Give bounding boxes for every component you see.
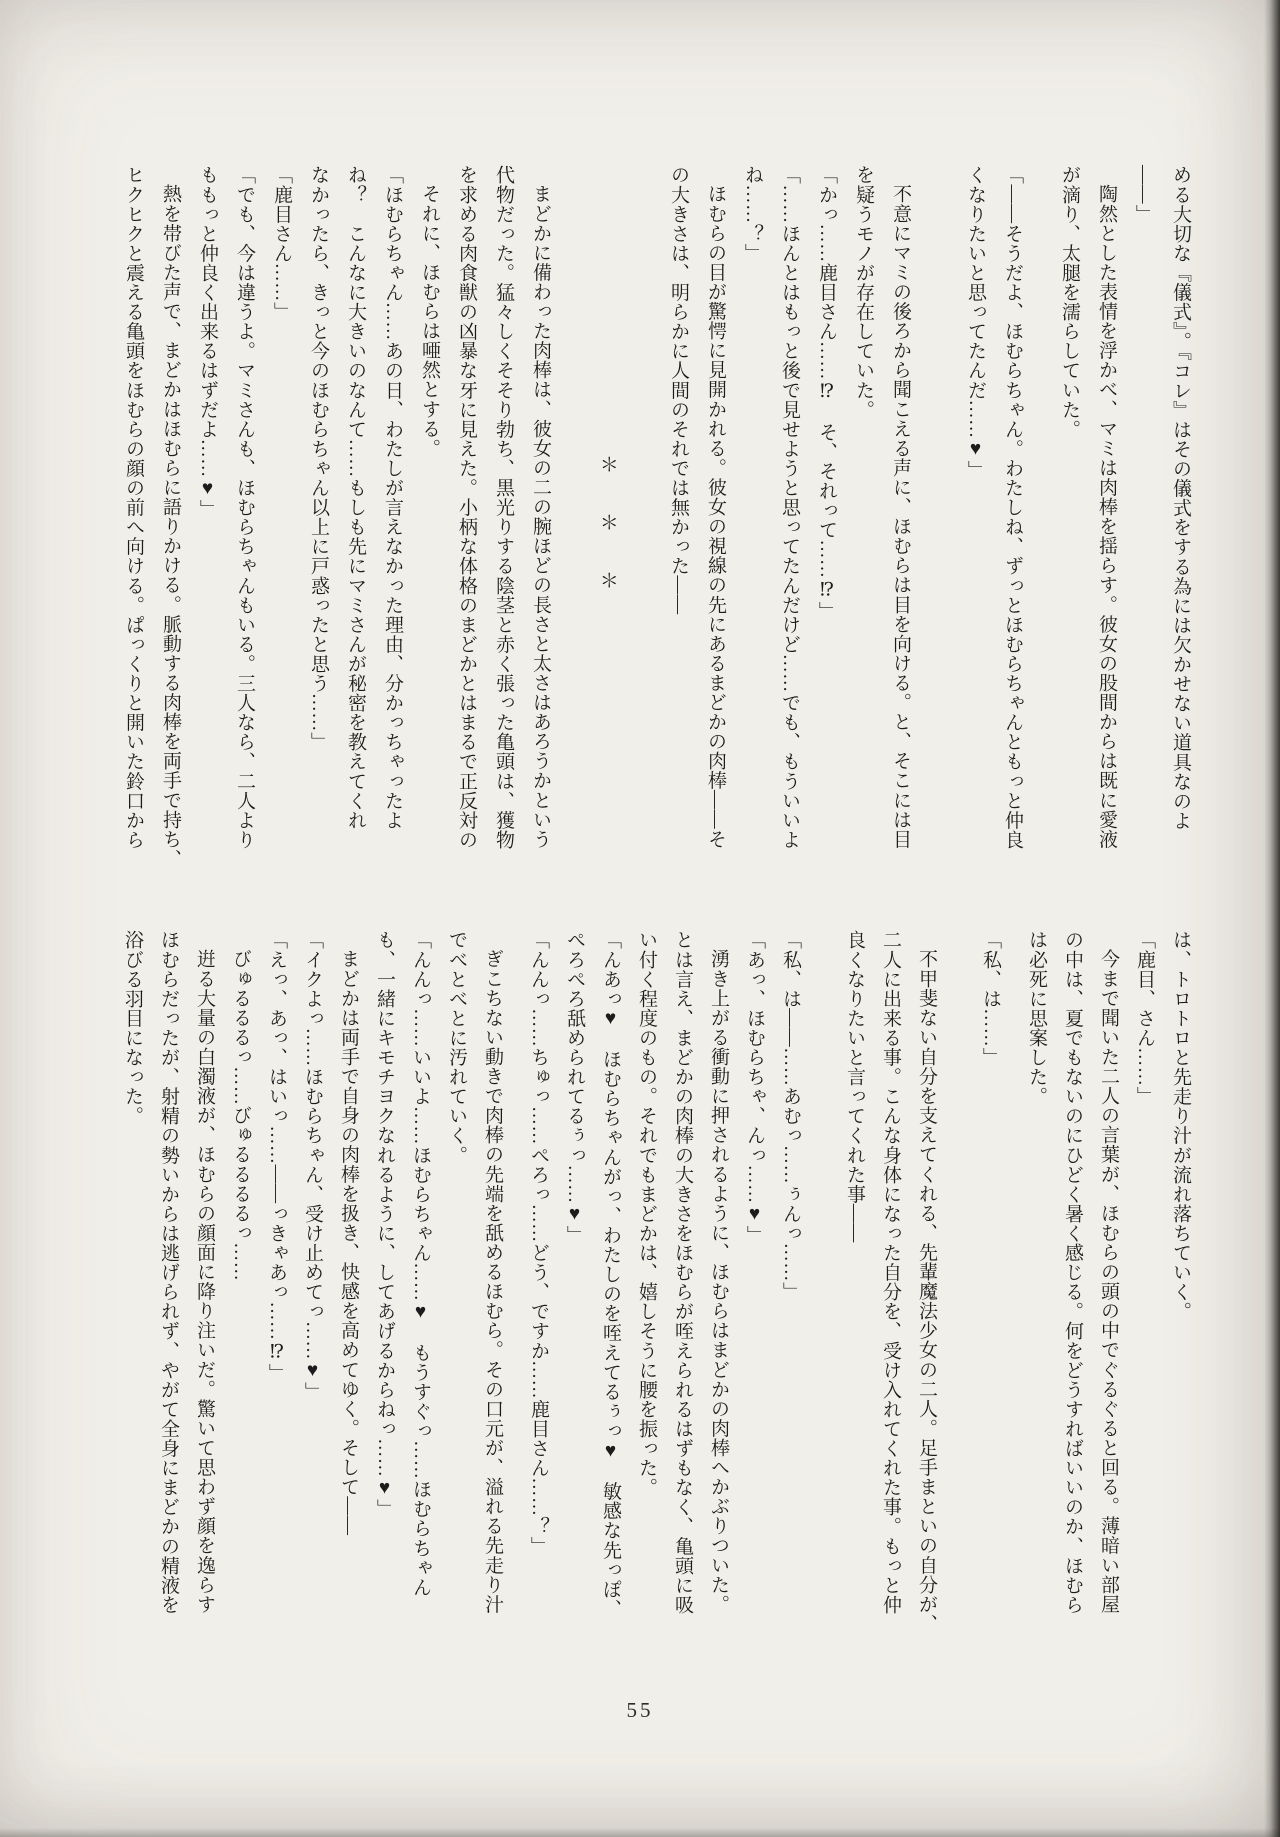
text-column: 良くなりたいと言ってくれた事―― (844, 930, 865, 1243)
text-column: ――」 (1133, 165, 1154, 224)
text-column: い付く程度のもの。それでもまどかは、嬉しそうに腰を振った。 (636, 930, 657, 1497)
text-column: 「ほむらちゃん……あの日、わたしが言えなかった理由、分かっちゃったよ (382, 165, 403, 830)
text-column: 「あっ、ほむらちゃ、んっ……♥」 (744, 930, 765, 1245)
text-column: が滴り、太腿を濡らしていた。 (1059, 165, 1080, 439)
text-column: ね……？」 (742, 165, 763, 263)
text-column: 不意にマミの後ろから聞こえる声に、ほむらは目を向ける。と、そこには目 (890, 184, 911, 849)
text-column: ほむらだったが、射精の勢いからは逃げられず、やがて全身にまどかの精液を (158, 930, 179, 1615)
text-column: 「私、は……」 (980, 930, 1001, 1067)
text-column: は、トロトロと先走り汁が流れ落ちていく。 (1170, 930, 1191, 1321)
text-column: とは言え、まどかの肉棒の大きさをほむらが咥えられるはずもなく、亀頭に吸 (672, 930, 693, 1615)
text-column: ぺろぺろ舐められてるぅっ……♥」 (564, 930, 585, 1245)
text-column: くなりたいと思ってたんだ……♥」 (965, 165, 986, 480)
text-column: 湧き上がる衝動に押されるように、ほむらはまどかの肉棒へかぶりついた。 (708, 949, 729, 1614)
text-block-bottom (123, 930, 1190, 1650)
text-column: 「えっ、あっ、はいっ……――っきゃあっ……⁉」 (266, 930, 287, 1383)
text-column: なかったら、きっと今のほむらちゃん以上に戸惑ったと思う……」 (308, 165, 329, 752)
text-column: 陶然とした表情を浮かべ、マミは肉棒を揺らす。彼女の股間からは既に愛液 (1096, 184, 1117, 849)
asterisk: ＊ (599, 512, 620, 534)
text-column: を求める肉食獣の凶暴な牙に見えた。小柄な体格のまどかとはまるで正反対の (456, 165, 477, 850)
text-column: 浴びる羽目になった。 (122, 930, 143, 1126)
scene-break (600, 165, 619, 881)
text-column: 代物だった。猛々しくそそり勃ち、黒光りする陰茎と赤く張った亀頭は、獲物 (493, 165, 514, 850)
scan-edge-shadow-right (1264, 0, 1280, 1837)
text-column: ほむらの目が驚愕に見開かれる。彼女の視線の先にあるまどかの肉棒――そ (705, 184, 726, 849)
text-column: 二人に出来る事。こんな身体になった自分を、受け入れてくれた事。もっと仲 (880, 930, 901, 1615)
text-column: ももっと仲良く出来るはずだよ……♥」 (197, 165, 218, 519)
text-column: 「――そうだよ、ほむらちゃん。わたしね、ずっとほむらちゃんともっと仲良 (1002, 165, 1023, 850)
text-column: 「んあっ♥ ほむらちゃんがっ、わたしのを咥えてるぅっ♥ 敏感な先っぽ、 (600, 930, 621, 1619)
text-column: 「んんっ……ちゅっ……ぺろっ……どう、ですか……鹿目さん……？」 (528, 930, 549, 1556)
text-column: 今まで聞いた二人の言葉が、ほむらの頭の中でぐるぐると回る。薄暗い部屋 (1098, 949, 1119, 1614)
asterisk: ＊ (599, 570, 620, 592)
text-column: の大きさは、明らかに人間のそれでは無かった―― (668, 165, 689, 615)
text-column: でべとべとに汚れていく。 (446, 930, 467, 1165)
text-column: 「でも、今は違うよ。マミさんも、ほむらちゃんもいる。三人なら、二人より (234, 165, 255, 850)
text-column: それに、ほむらは唖然とする。 (419, 184, 440, 458)
text-column: びゅるるるっ……びゅるるるるっ…… (230, 949, 251, 1282)
asterisk: ＊ (599, 454, 620, 476)
text-column: 「私、は――……あむっ……ぅんっ……」 (780, 930, 801, 1302)
text-column: まどかは両手で自身の肉棒を扱き、快感を高めてゆく。そして―― (338, 949, 359, 1536)
text-column: まどかに備わった肉棒は、彼女の二の腕ほどの長さと太さはあろうかという (530, 184, 551, 849)
text-column: は必死に思案した。 (1026, 930, 1047, 1106)
text-column: ね？ こんなに大きいのなんて……もしも先にマミさんが秘密を教えてくれ (345, 165, 366, 830)
text-column: 「んんっ……いいよ……ほむらちゃん……♥ もうすぐっ……ほむらちゃん (410, 930, 431, 1597)
text-column: ぎこちない動きで肉棒の先端を舐めるほむら。その口元が、溢れる先走り汁 (482, 949, 503, 1614)
text-block-top (124, 165, 1190, 881)
text-column: 逬る大量の白濁液が、ほむらの顔面に降り注いだ。驚いて思わず顔を逸らす (194, 949, 215, 1614)
text-column: も、一緒にキモチヨクなれるように、してあげるからねっ……♥」 (374, 930, 395, 1519)
text-column: の中は、夏でもないのにひどく暑く感じる。何をどうすればいいのか、ほむら (1062, 930, 1083, 1615)
text-column: 不甲斐ない自分を支えてくれる、先輩魔法少女の二人。足手まといの自分が、 (916, 949, 937, 1634)
text-column: 「鹿目さん……」 (271, 165, 292, 322)
text-column: 「……ほんとはもっと後で見せようと思ってたんだけど……でも、もういいよ (779, 165, 800, 850)
text-column: める大切な『儀式』。『コレ』はその儀式をする為には欠かせない道具なのよ (1170, 165, 1191, 831)
text-column: 熱を帯びた声で、まどかはほむらに語りかける。脈動する肉棒を両手で持ち、 (160, 184, 181, 869)
text-column: ヒクヒクと震える亀頭をほむらの顔の前へ向ける。ぱっくりと開いた鈴口から (123, 165, 144, 850)
text-column: 「イクよっ……ほむらちゃん、受け止めてっ……♥」 (302, 930, 323, 1402)
text-column: を疑うモノが存在していた。 (853, 165, 874, 420)
scan-edge-shadow-bottom (0, 1828, 1280, 1837)
text-column: 「かっ……鹿目さん……⁉ そ、それって……⁉」 (816, 165, 837, 621)
text-column: 「鹿目、さん……」 (1134, 930, 1155, 1106)
page-number: 55 (626, 1698, 654, 1722)
